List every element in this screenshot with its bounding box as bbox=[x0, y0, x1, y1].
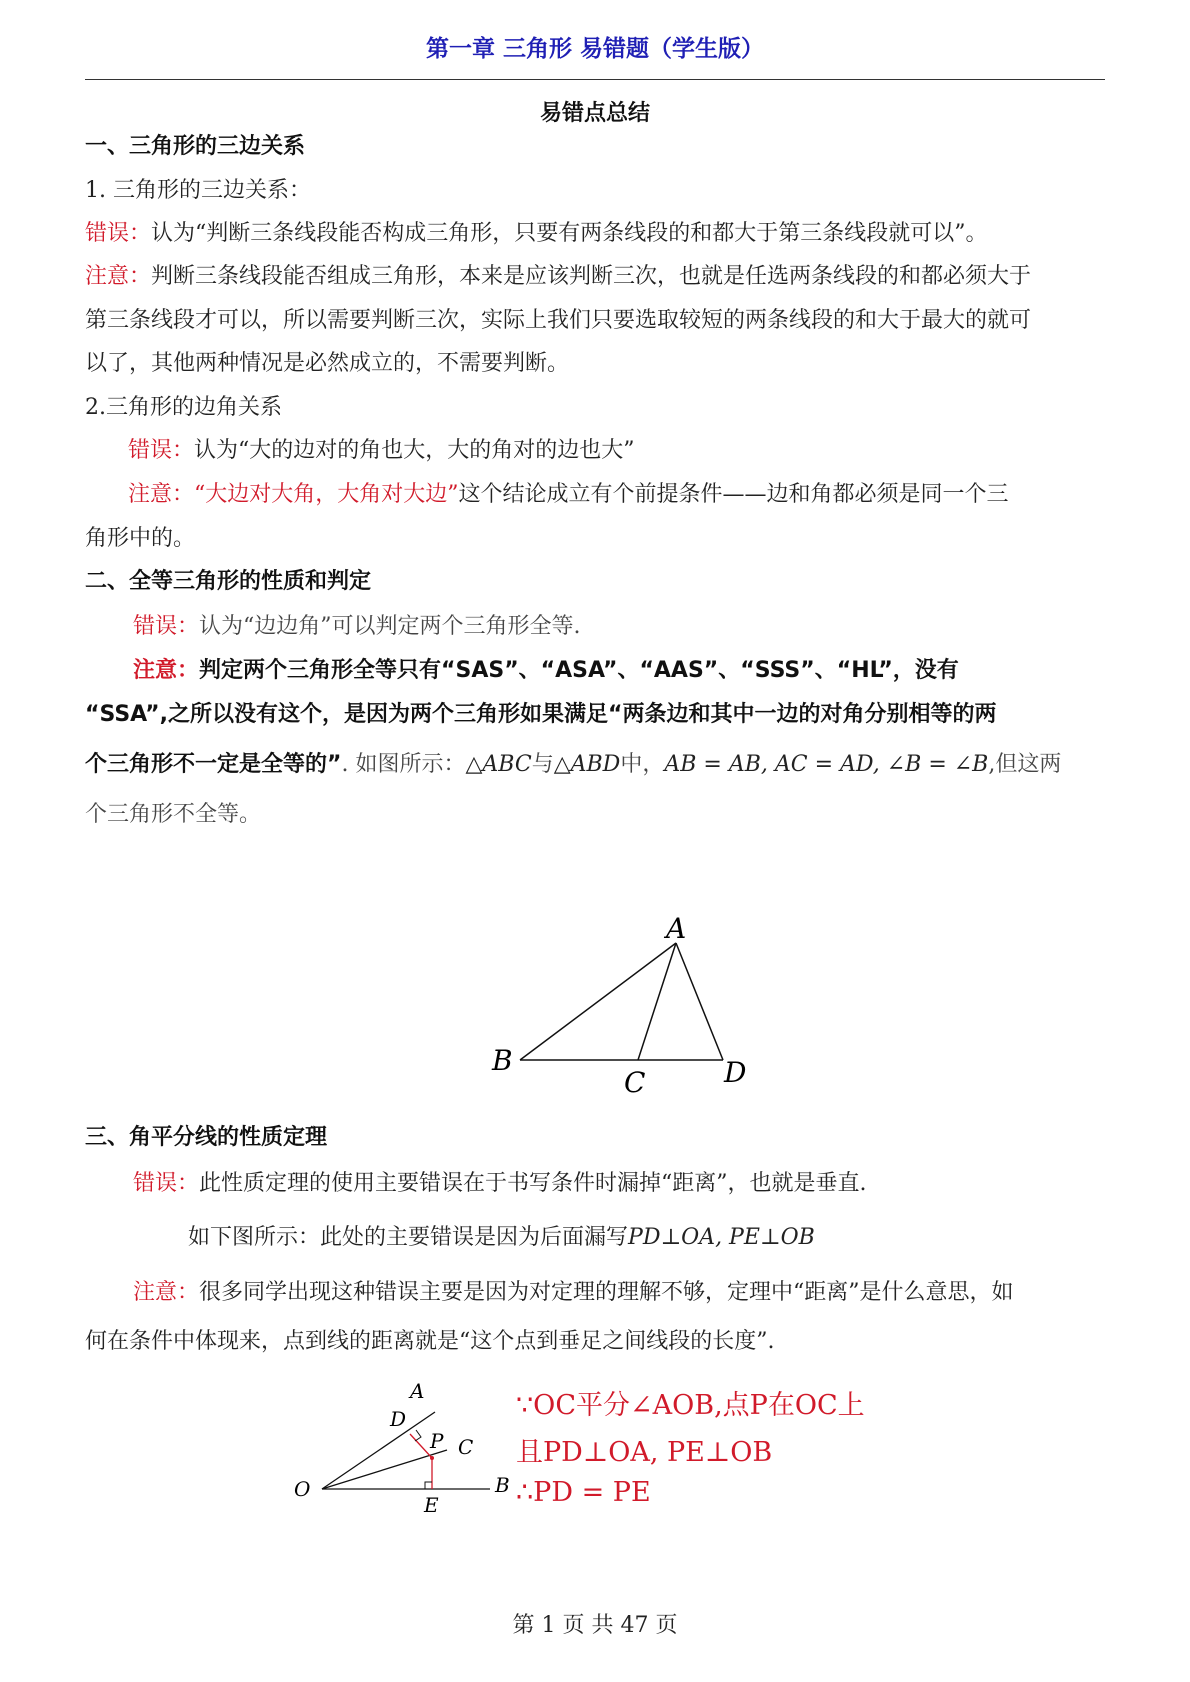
section3-error bbox=[133, 1169, 1153, 1199]
note-quote: “大边对大角，大角对大边” bbox=[194, 482, 459, 507]
proof-line2: 且PD⊥OA, PE⊥OB bbox=[516, 1437, 773, 1468]
math-triangle-abc: △ABC bbox=[465, 752, 532, 777]
summary-title: 易错点总结 bbox=[539, 101, 650, 126]
section3-note-line1 bbox=[133, 1278, 1153, 1308]
sub-math: PD⊥OA, PE⊥OB bbox=[628, 1225, 815, 1250]
section2-heading: 二、全等三角形的性质和判定 bbox=[85, 569, 372, 594]
label-e: E bbox=[424, 1493, 439, 1517]
error-text: 认为“大的边对的角也大，大的角对的边也大” bbox=[194, 438, 635, 463]
section3-note-line2: 何在条件中体现来，点到线的距离就是“这个点到垂足之间线段的长度”. bbox=[85, 1329, 775, 1354]
section3-subtext bbox=[188, 1223, 1190, 1253]
math-triangle-abd: △ABD bbox=[553, 752, 621, 777]
label-b: B bbox=[492, 1044, 513, 1077]
section1-note2-line2: 角形中的。 bbox=[85, 526, 196, 551]
math-conditions: AB = AB, AC = AD, ∠B = ∠B bbox=[664, 752, 989, 777]
note-label: 注意： bbox=[133, 1280, 200, 1305]
note-plain3: 中， bbox=[620, 752, 665, 777]
ray-oa bbox=[322, 1412, 435, 1489]
right-angle-d bbox=[415, 1430, 421, 1441]
label-d: D bbox=[390, 1407, 407, 1431]
section1-note-line3: 以了，其他两种情况是必然成立的，不需要判断。 bbox=[85, 351, 570, 376]
section1-item1-title: 1. 三角形的三边关系： bbox=[85, 178, 311, 203]
error-label: 错误： bbox=[133, 614, 200, 639]
ray-oc bbox=[322, 1450, 447, 1489]
page-footer: 第 1 页 共 47 页 bbox=[512, 1613, 678, 1638]
section1-error2 bbox=[128, 436, 1148, 466]
sub-text: 如下图所示：此处的主要错误是因为后面漏写 bbox=[188, 1225, 629, 1250]
note-label: 注意： bbox=[85, 264, 152, 289]
segment-ad bbox=[676, 943, 723, 1060]
error-text: 此性质定理的使用主要错误在于书写条件时漏掉“距离”，也就是垂直. bbox=[199, 1171, 867, 1196]
note-label: 注意： bbox=[133, 658, 200, 683]
section2-note-line2: “SSA”,之所以没有这个，是因为两个三角形如果满足“两条边和其中一边的对角分别相等的两 bbox=[85, 702, 997, 727]
label-p: P bbox=[430, 1429, 444, 1453]
section1-item2-title: 2.三角形的边角关系 bbox=[85, 395, 282, 420]
section1-note2-line1 bbox=[128, 480, 1148, 510]
proof-line1: ∵OC平分∠AOB,点P在OC上 bbox=[516, 1390, 865, 1421]
error-text: 认为“判断三条线段能否构成三角形，只要有两条线段的和都大于第三条线段就可以”。 bbox=[151, 221, 988, 246]
note-text: 这个结论成立有个前提条件——边和角都必须是同一个三 bbox=[458, 482, 1009, 507]
note-text: 很多同学出现这种错误主要是因为对定理的理解不够，定理中“距离”是什么意思，如 bbox=[199, 1280, 1014, 1305]
label-d: D bbox=[724, 1056, 747, 1089]
label-c: C bbox=[458, 1435, 474, 1459]
note-bold-end: 个三角形不一定是全等的” bbox=[85, 752, 342, 777]
page-header-title: 第一章 三角形 易错题（学生版） bbox=[425, 36, 764, 62]
section2-note-line3 bbox=[85, 750, 1105, 780]
proof-line3: ∴PD = PE bbox=[516, 1477, 651, 1508]
error-label: 错误： bbox=[85, 221, 152, 246]
section2-note-line4: 个三角形不全等。 bbox=[85, 802, 262, 827]
right-angle-e bbox=[425, 1482, 432, 1489]
ssa-triangle-figure bbox=[480, 900, 760, 1100]
label-o: O bbox=[294, 1477, 311, 1501]
section1-heading: 一、三角形的三边关系 bbox=[85, 134, 306, 159]
note-plain2: 与 bbox=[531, 752, 554, 777]
section3-heading: 三、角平分线的性质定理 bbox=[85, 1125, 328, 1150]
error-text: 认为“边边角”可以判定两个三角形全等. bbox=[199, 614, 581, 639]
label-a: A bbox=[410, 1379, 425, 1403]
note-plain: . 如图所示： bbox=[341, 752, 466, 777]
error-label: 错误： bbox=[133, 1171, 200, 1196]
segment-ba bbox=[520, 943, 676, 1060]
label-a: A bbox=[666, 912, 687, 945]
section1-error bbox=[85, 219, 1105, 249]
section2-note-line1 bbox=[133, 656, 1153, 686]
error-label: 错误： bbox=[128, 438, 195, 463]
section2-error bbox=[133, 612, 1153, 642]
section1-note-line1 bbox=[85, 262, 1105, 292]
segment-ac bbox=[638, 943, 676, 1060]
note-plain4: ,但这两 bbox=[988, 752, 1062, 777]
header-divider bbox=[85, 79, 1105, 80]
label-b: B bbox=[495, 1473, 510, 1497]
section1-note-line2: 第三条线段才可以，所以需要判断三次，实际上我们只要选取较短的两条线段的和大于最大的就可 bbox=[85, 308, 1032, 333]
label-c: C bbox=[624, 1066, 646, 1099]
note-text: 判定两个三角形全等只有“SAS”、“ASA”、“AAS”、“SSS”、“HL”，没有 bbox=[199, 658, 959, 683]
note-label: 注意： bbox=[128, 482, 195, 507]
note-text: 判断三条线段能否组成三角形，本来是应该判断三次，也就是任选两条线段的和都必须大于 bbox=[151, 264, 1032, 289]
point-p bbox=[430, 1456, 434, 1460]
